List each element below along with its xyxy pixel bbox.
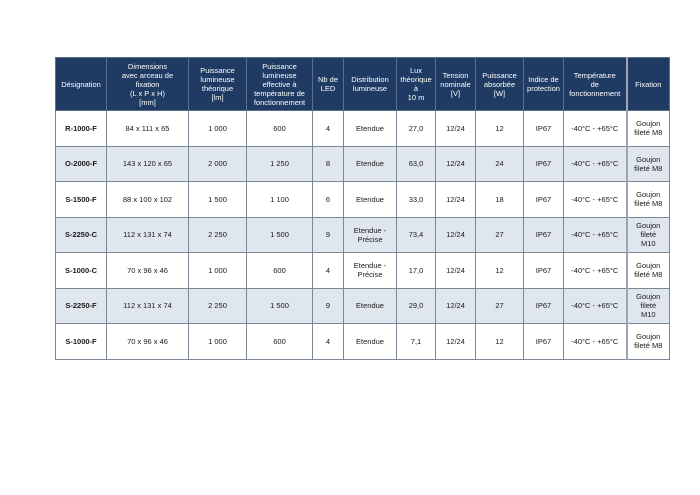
table-row [56,146,670,182]
table-row [56,324,670,360]
cell-dimensions: 84 x 111 x 65 [107,111,189,147]
cell-light-distribution: Etendue [344,111,397,147]
cell-led-count: 9 [313,217,344,253]
cell-theoretical-lux: 73,4 [397,217,436,253]
cell-led-count: 8 [313,146,344,182]
header-fixation: Fixation [627,58,670,111]
cell-protection-index: IP67 [524,217,564,253]
cell-effective-luminous-power: 1 250 [247,146,313,182]
table-row [56,217,670,253]
cell-designation: S-1500-F [56,182,107,218]
table-row [56,182,670,218]
cell-operating-temperature: -40°C - +65°C [564,217,627,253]
cell-theoretical-lux: 17,0 [397,253,436,289]
cell-designation: O-2000-F [56,146,107,182]
cell-protection-index: IP67 [524,324,564,360]
cell-light-distribution: Etendue [344,324,397,360]
cell-theoretical-lux: 7,1 [397,324,436,360]
cell-effective-luminous-power: 600 [247,324,313,360]
table-row [56,253,670,289]
cell-designation: S-2250-C [56,217,107,253]
cell-effective-luminous-power: 1 500 [247,217,313,253]
table-header [56,58,670,111]
cell-led-count: 4 [313,253,344,289]
cell-fixation: Goujon fileté M10 [627,288,670,324]
cell-led-count: 6 [313,182,344,218]
header-nominal-voltage: Tension nominale [V] [436,58,476,111]
cell-led-count: 9 [313,288,344,324]
cell-light-distribution: Etendue [344,182,397,218]
cell-dimensions: 112 x 131 x 74 [107,217,189,253]
cell-dimensions: 112 x 131 x 74 [107,288,189,324]
cell-fixation: Goujon fileté M8 [627,111,670,147]
header-protection-index: Indice de protection [524,58,564,111]
cell-absorbed-power: 27 [476,217,524,253]
header-theoretical-luminous-power: Puissance lumineuse théorique [lm] [189,58,247,111]
header-light-distribution: Distribution lumineuse [344,58,397,111]
cell-dimensions: 88 x 100 x 102 [107,182,189,218]
cell-nominal-voltage: 12/24 [436,324,476,360]
cell-theoretical-luminous-power: 1 000 [189,324,247,360]
cell-operating-temperature: -40°C - +65°C [564,146,627,182]
cell-nominal-voltage: 12/24 [436,217,476,253]
cell-designation: R-1000-F [56,111,107,147]
cell-nominal-voltage: 12/24 [436,111,476,147]
table-row [56,288,670,324]
cell-absorbed-power: 18 [476,182,524,218]
cell-effective-luminous-power: 600 [247,253,313,289]
cell-fixation: Goujon fileté M8 [627,182,670,218]
cell-protection-index: IP67 [524,253,564,289]
cell-absorbed-power: 12 [476,111,524,147]
cell-theoretical-luminous-power: 2 000 [189,146,247,182]
cell-effective-luminous-power: 600 [247,111,313,147]
cell-fixation: Goujon fileté M8 [627,324,670,360]
header-row [56,58,670,111]
cell-dimensions: 143 x 120 x 65 [107,146,189,182]
cell-operating-temperature: -40°C - +65°C [564,182,627,218]
cell-nominal-voltage: 12/24 [436,182,476,218]
cell-fixation: Goujon fileté M8 [627,146,670,182]
cell-designation: S-2250-F [56,288,107,324]
cell-light-distribution: Etendue - Précise [344,253,397,289]
cell-effective-luminous-power: 1 500 [247,288,313,324]
cell-dimensions: 70 x 96 x 46 [107,324,189,360]
cell-nominal-voltage: 12/24 [436,253,476,289]
cell-fixation: Goujon fileté M10 [627,217,670,253]
header-absorbed-power: Puissance absorbée [W] [476,58,524,111]
cell-theoretical-lux: 63,0 [397,146,436,182]
cell-theoretical-luminous-power: 2 250 [189,288,247,324]
header-operating-temperature: Température de fonctionnement [564,58,627,111]
header-effective-luminous-power: Puissance lumineuse effective à température de fonctionnement [247,58,313,111]
cell-operating-temperature: -40°C - +65°C [564,253,627,289]
header-dimensions: Dimensions avec arceau de fixation (L x P x H) [mm] [107,58,189,111]
cell-theoretical-lux: 27,0 [397,111,436,147]
cell-light-distribution: Etendue [344,288,397,324]
cell-absorbed-power: 12 [476,324,524,360]
cell-operating-temperature: -40°C - +65°C [564,324,627,360]
cell-absorbed-power: 27 [476,288,524,324]
cell-protection-index: IP67 [524,146,564,182]
cell-nominal-voltage: 12/24 [436,146,476,182]
cell-light-distribution: Etendue [344,146,397,182]
cell-operating-temperature: -40°C - +65°C [564,111,627,147]
cell-led-count: 4 [313,111,344,147]
cell-absorbed-power: 24 [476,146,524,182]
cell-theoretical-lux: 33,0 [397,182,436,218]
cell-theoretical-lux: 29,0 [397,288,436,324]
cell-theoretical-luminous-power: 2 250 [189,217,247,253]
cell-operating-temperature: -40°C - +65°C [564,288,627,324]
cell-protection-index: IP67 [524,182,564,218]
cell-theoretical-luminous-power: 1 000 [189,253,247,289]
spec-table [55,57,670,360]
table-body [56,111,670,360]
header-theoretical-lux: Lux théorique à 10 m [397,58,436,111]
cell-designation: S-1000-F [56,324,107,360]
cell-dimensions: 70 x 96 x 46 [107,253,189,289]
header-led-count: Nb de LED [313,58,344,111]
cell-protection-index: IP67 [524,288,564,324]
cell-theoretical-luminous-power: 1 000 [189,111,247,147]
cell-protection-index: IP67 [524,111,564,147]
cell-nominal-voltage: 12/24 [436,288,476,324]
table-row [56,111,670,147]
cell-designation: S-1000-C [56,253,107,289]
cell-light-distribution: Etendue - Précise [344,217,397,253]
cell-theoretical-luminous-power: 1 500 [189,182,247,218]
cell-led-count: 4 [313,324,344,360]
cell-effective-luminous-power: 1 100 [247,182,313,218]
cell-fixation: Goujon fileté M8 [627,253,670,289]
header-designation: Désignation [56,58,107,111]
cell-absorbed-power: 12 [476,253,524,289]
